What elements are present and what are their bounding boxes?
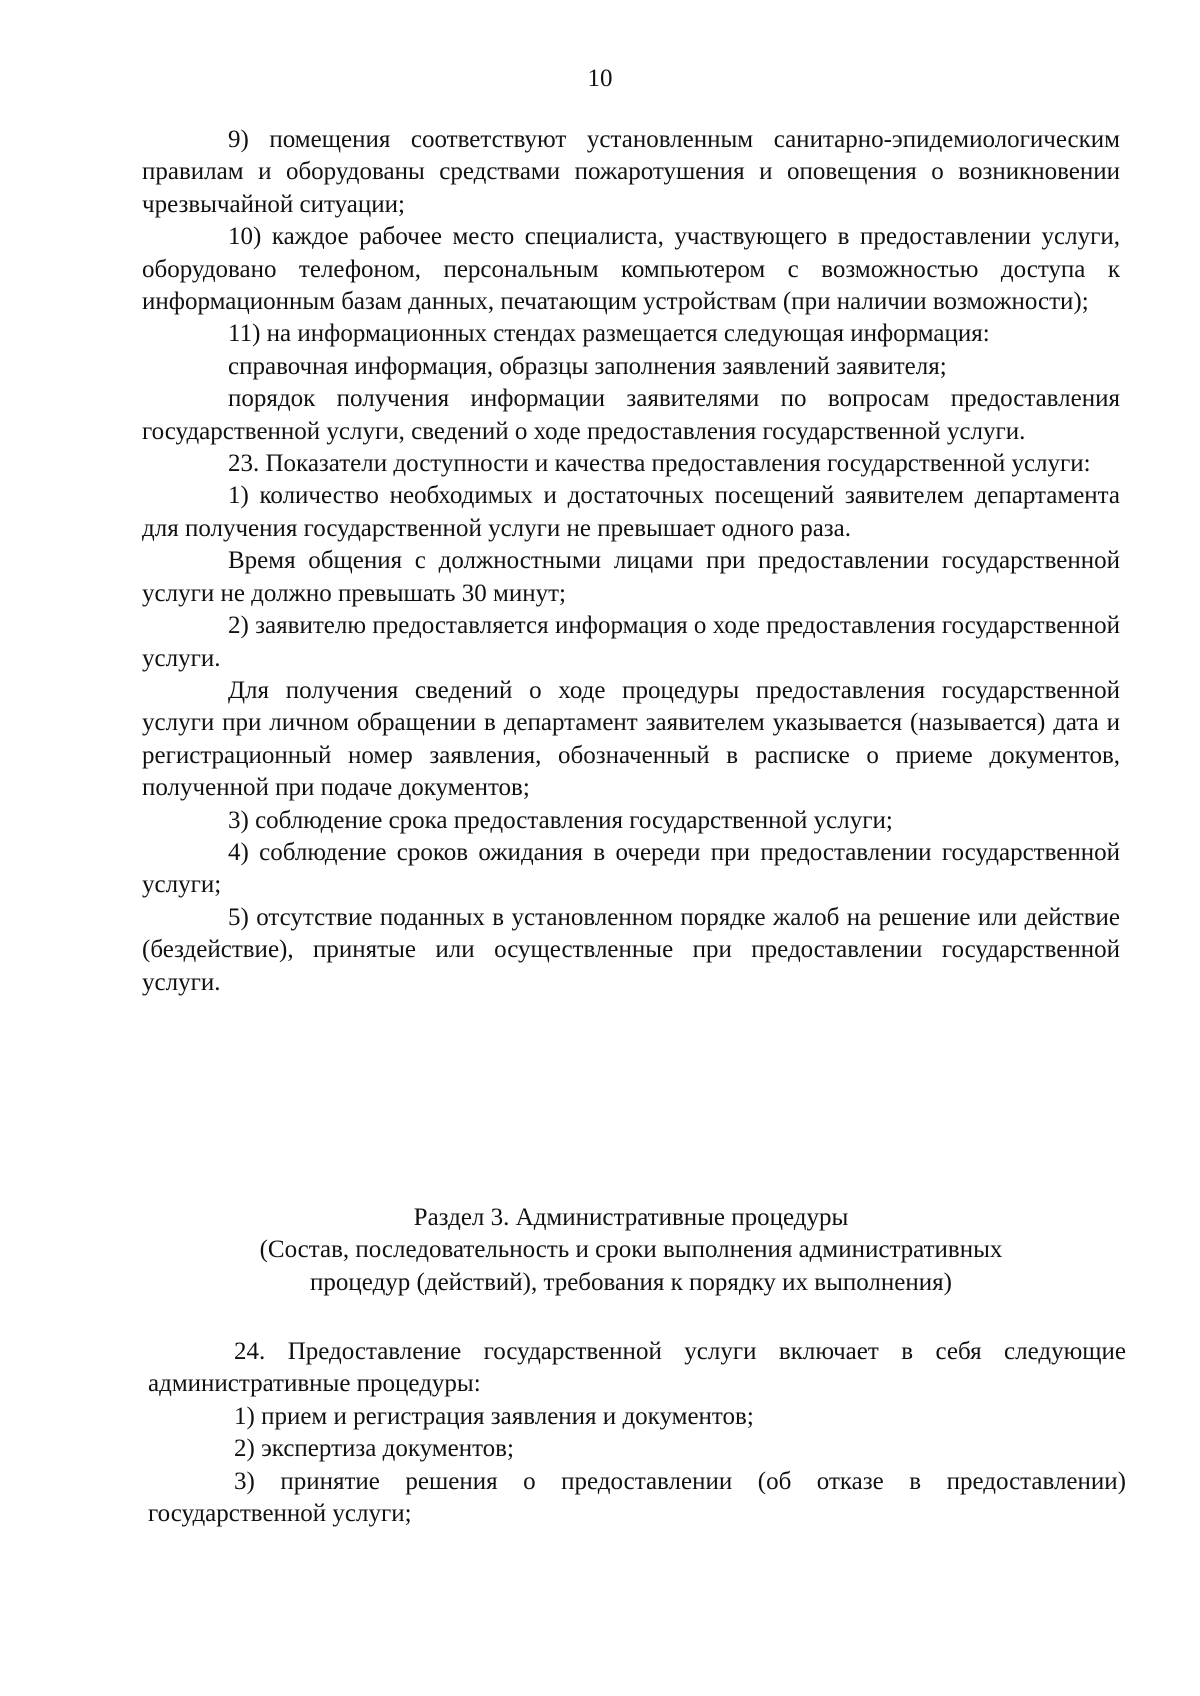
paragraph-23-item-3: 3) соблюдение срока предоставления государственной услуги; xyxy=(228,806,893,834)
paragraph-24: 24. Предоставление государственной услуги включает в себя следующие административные процедуры: xyxy=(148,1338,1126,1398)
section-title: Раздел 3. Административные процедуры xyxy=(413,1204,849,1231)
paragraph-24-item-3: 3) принятие решения о предоставлении (об отказе в предоставлении) государственной услуги; xyxy=(148,1467,1126,1528)
paragraph-item-9: 9) помещения соответствуют установленным санитарно-эпидемиологическим правилам и оборудованы средствами пожаротушения и оповещения о возникновении чрезвычайной ситуации; xyxy=(142,126,1120,218)
body-text-part-2 xyxy=(148,1336,1126,1530)
paragraph-info-procedure: порядок получения информации заявителями по вопросам предоставления государственной услуги, сведений о ходе предоставления государственной услуги. xyxy=(142,385,1120,445)
paragraph-status-info: Для получения сведений о ходе процедуры предоставления государственной услуги при личном обращении в департамент заявителем указывается (называется) дата и регистрационный номер заявления, обозначенный в расписке о приеме документов, полученной при подаче документов; xyxy=(142,676,1120,802)
paragraph-23-item-2: 2) заявителю предоставляется информация о ходе предоставления государственной услуги. xyxy=(142,612,1120,672)
paragraph-contact-time: Время общения с должностными лицами при предоставлении государственной услуги не должно превышать 30 минут; xyxy=(142,547,1120,607)
paragraph-23: 23. Показатели доступности и качества предоставления государственной услуги: xyxy=(228,450,1091,478)
paragraph-item-10: 10) каждое рабочее место специалиста, участвующего в предоставлении услуги, оборудовано телефоном, персональным компьютером с возможностью доступа к информационным базам данных, печатающим устройствам (при наличии возможности); xyxy=(142,223,1120,316)
paragraph-24-item-2: 2) экспертиза документов; xyxy=(234,1435,514,1463)
section-subtitle: (Состав, последовательность и сроки выполнения административных процедур (действий), требования к порядку их выполнения) xyxy=(259,1236,1003,1296)
paragraph-23-item-4: 4) соблюдение сроков ожидания в очереди при предоставлении государственной услуги; xyxy=(142,838,1120,899)
page-number: 10 xyxy=(587,65,613,92)
section-heading xyxy=(142,1202,1120,1299)
paragraph-24-item-1: 1) прием и регистрация заявления и документов; xyxy=(234,1402,754,1430)
body-text-part-1 xyxy=(142,124,1120,999)
paragraph-reference-info: справочная информация, образцы заполнения заявлений заявителя; xyxy=(228,352,947,380)
paragraph-item-11: 11) на информационных стендах размещается следующая информация: xyxy=(228,320,990,348)
paragraph-23-item-5: 5) отсутствие поданных в установленном порядке жалоб на решение или действие (бездействие), принятые или осуществленные при предоставлении государственной услуги. xyxy=(142,903,1120,996)
paragraph-23-item-1: 1) количество необходимых и достаточных посещений заявителем департамента для получения государственной услуги не превышает одного раза. xyxy=(142,482,1120,542)
